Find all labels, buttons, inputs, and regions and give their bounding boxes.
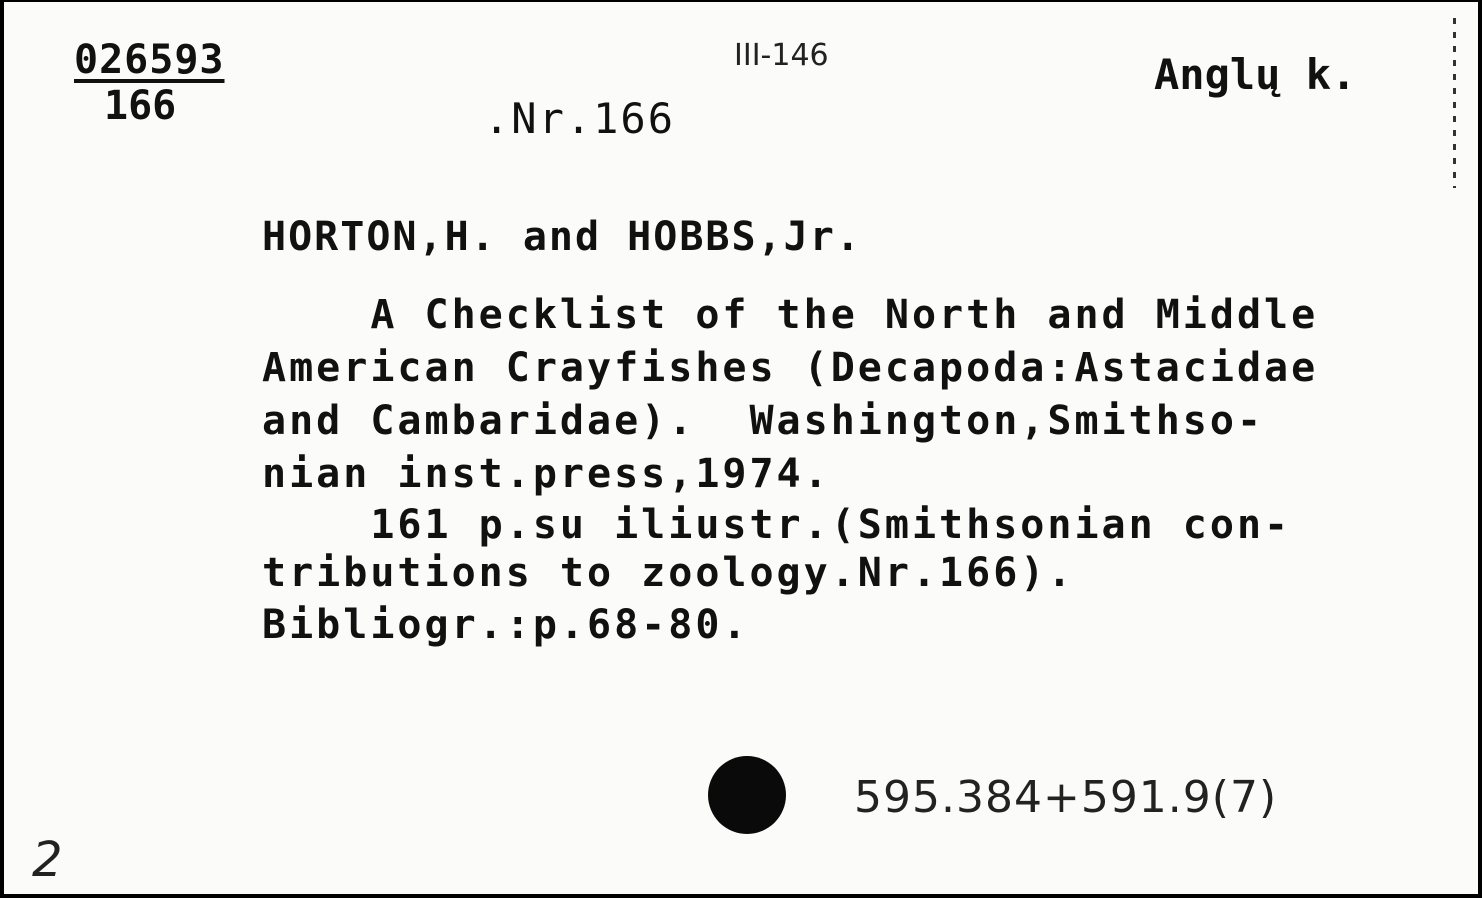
language-label: Anglų k. — [1154, 50, 1357, 99]
author-heading: HORTON,H. and HOBBS,Jr. — [262, 214, 862, 260]
accession-number: 026593 — [74, 37, 225, 83]
punch-hole-icon — [708, 756, 786, 834]
accession-sub-number: 166 — [104, 83, 177, 129]
handwritten-mark: III-146 — [734, 38, 829, 73]
body-line-1: A Checklist of the North and Middle — [262, 292, 1319, 338]
body-line-5: 161 p.su iliustr.(Smithsonian con- — [262, 502, 1292, 548]
body-line-7: Bibliogr.:p.68-80. — [262, 602, 750, 648]
accession-fraction — [74, 37, 264, 129]
body-line-6: tributions to zoology.Nr.166). — [262, 550, 1075, 596]
catalog-card — [4, 2, 1478, 894]
body-line-3: and Cambaridae). Washington,Smithso- — [262, 398, 1265, 444]
series-number: .Nr.166 — [484, 94, 676, 143]
corner-handwritten-mark: 2 — [32, 832, 63, 888]
perforation-edge — [1453, 18, 1456, 188]
body-line-2: American Crayfishes (Decapoda:Astacidae — [262, 345, 1319, 391]
body-line-4: nian inst.press,1974. — [262, 451, 831, 497]
classification-number: 595.384+591.9(7) — [854, 772, 1278, 823]
